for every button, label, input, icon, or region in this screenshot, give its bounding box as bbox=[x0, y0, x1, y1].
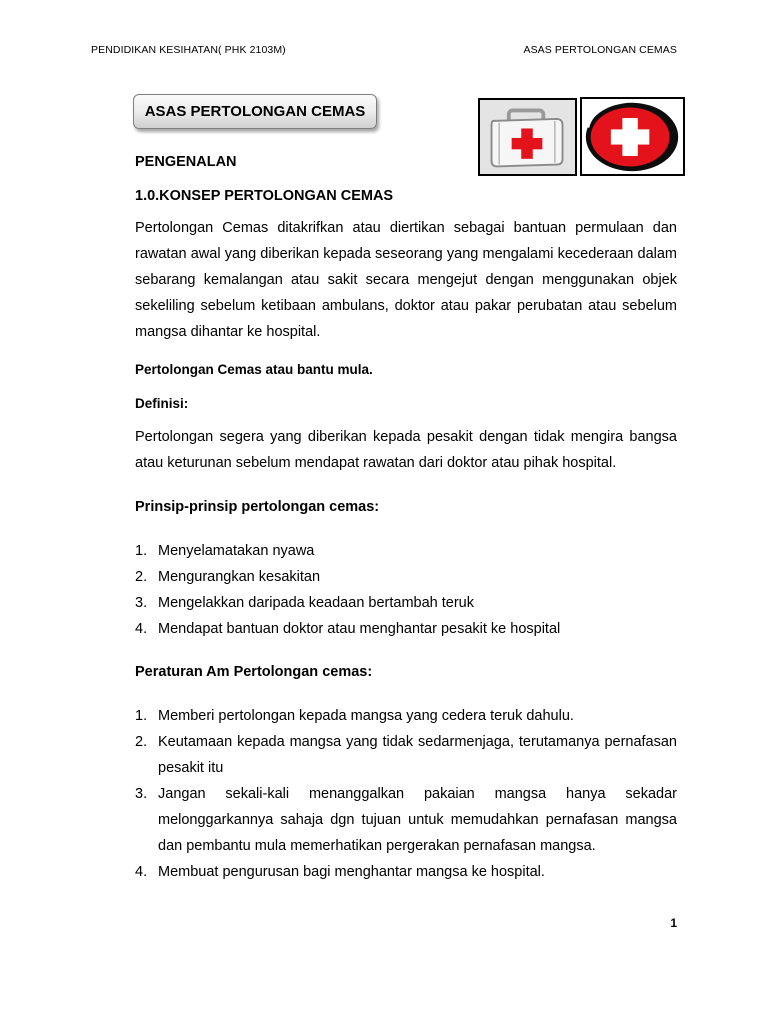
list-item-number: 1. bbox=[135, 543, 148, 559]
list-item bbox=[135, 859, 677, 885]
list-item bbox=[135, 703, 677, 729]
intro-heading: PENGENALAN bbox=[135, 154, 237, 170]
definition-paragraph: Pertolongan Cemas ditakrifkan atau diertikan sebagai bantuan permulaan dan rawatan awal yang diberikan kepada seseorang yang mengalami kecederaan dalam sebarang kemalangan atau sakit secara mengejut dengan menggunakan objek sekeliling sebelum ketibaan ambulans, doktor atau pakar perubatan atau sebelum mangsa dihantar ke hospital. bbox=[135, 220, 677, 340]
list-item-text: Keutamaan kepada mangsa yang tidak sedarmenjaga, terutamanya pernafasan pesakit itu bbox=[158, 734, 677, 776]
list-item-text: Mendapat bantuan doktor atau menghantar pesakit ke hospital bbox=[158, 621, 561, 637]
header-topic-title: ASAS PERTOLONGAN CEMAS bbox=[523, 44, 677, 56]
list-item bbox=[135, 564, 677, 590]
list-item-text: Jangan sekali-kali menanggalkan pakaian mangsa hanya sekadar melonggarkannya sahaja dgn tujuan untuk memudahkan pernafasan mangsa dan pembantu mula memerhatikan pergerakan pernafasan mangsa. bbox=[158, 786, 677, 854]
list-item-number: 4. bbox=[135, 864, 148, 880]
list-item-text: Mengelakkan daripada keadaan bertambah teruk bbox=[158, 595, 474, 611]
list-item-text: Menyelamatakan nyawa bbox=[158, 543, 315, 559]
section-heading: 1.0.KONSEP PERTOLONGAN CEMAS bbox=[135, 188, 394, 204]
peraturan-list bbox=[135, 703, 677, 885]
list-item-text: Mengurangkan kesakitan bbox=[158, 569, 321, 585]
list-item-text: Membuat pengurusan bagi menghantar mangsa ke hospital. bbox=[158, 864, 545, 880]
definisi-label: Definisi: bbox=[135, 396, 189, 411]
list-item-number: 3. bbox=[135, 595, 148, 611]
definisi-paragraph: Pertolongan segera yang diberikan kepada pesakit dengan tidak mengira bangsa atau keturunan sebelum mendapat rawatan dari doktor atau pihak hospital. bbox=[135, 429, 677, 471]
list-item bbox=[135, 616, 677, 642]
list-item bbox=[135, 538, 677, 564]
header-course-title: PENDIDIKAN KESIHATAN( PHK 2103M) bbox=[91, 44, 286, 56]
list-item-number: 1. bbox=[135, 708, 148, 724]
prinsip-heading: Prinsip-prinsip pertolongan cemas: bbox=[135, 499, 380, 515]
page-number: 1 bbox=[670, 916, 677, 930]
list-item bbox=[135, 781, 677, 859]
list-item-number: 2. bbox=[135, 734, 148, 750]
list-item bbox=[135, 590, 677, 616]
list-item-number: 4. bbox=[135, 621, 148, 637]
list-item-text: Memberi pertolongan kepada mangsa yang cedera teruk dahulu. bbox=[158, 708, 574, 724]
bantu-mula-label: Pertolongan Cemas atau bantu mula. bbox=[135, 362, 373, 377]
prinsip-list bbox=[135, 538, 677, 642]
list-item-number: 2. bbox=[135, 569, 148, 585]
list-item-number: 3. bbox=[135, 786, 148, 802]
list-item bbox=[135, 729, 677, 781]
document-title-box: ASAS PERTOLONGAN CEMAS bbox=[133, 94, 377, 129]
peraturan-heading: Peraturan Am Pertolongan cemas: bbox=[135, 664, 373, 680]
